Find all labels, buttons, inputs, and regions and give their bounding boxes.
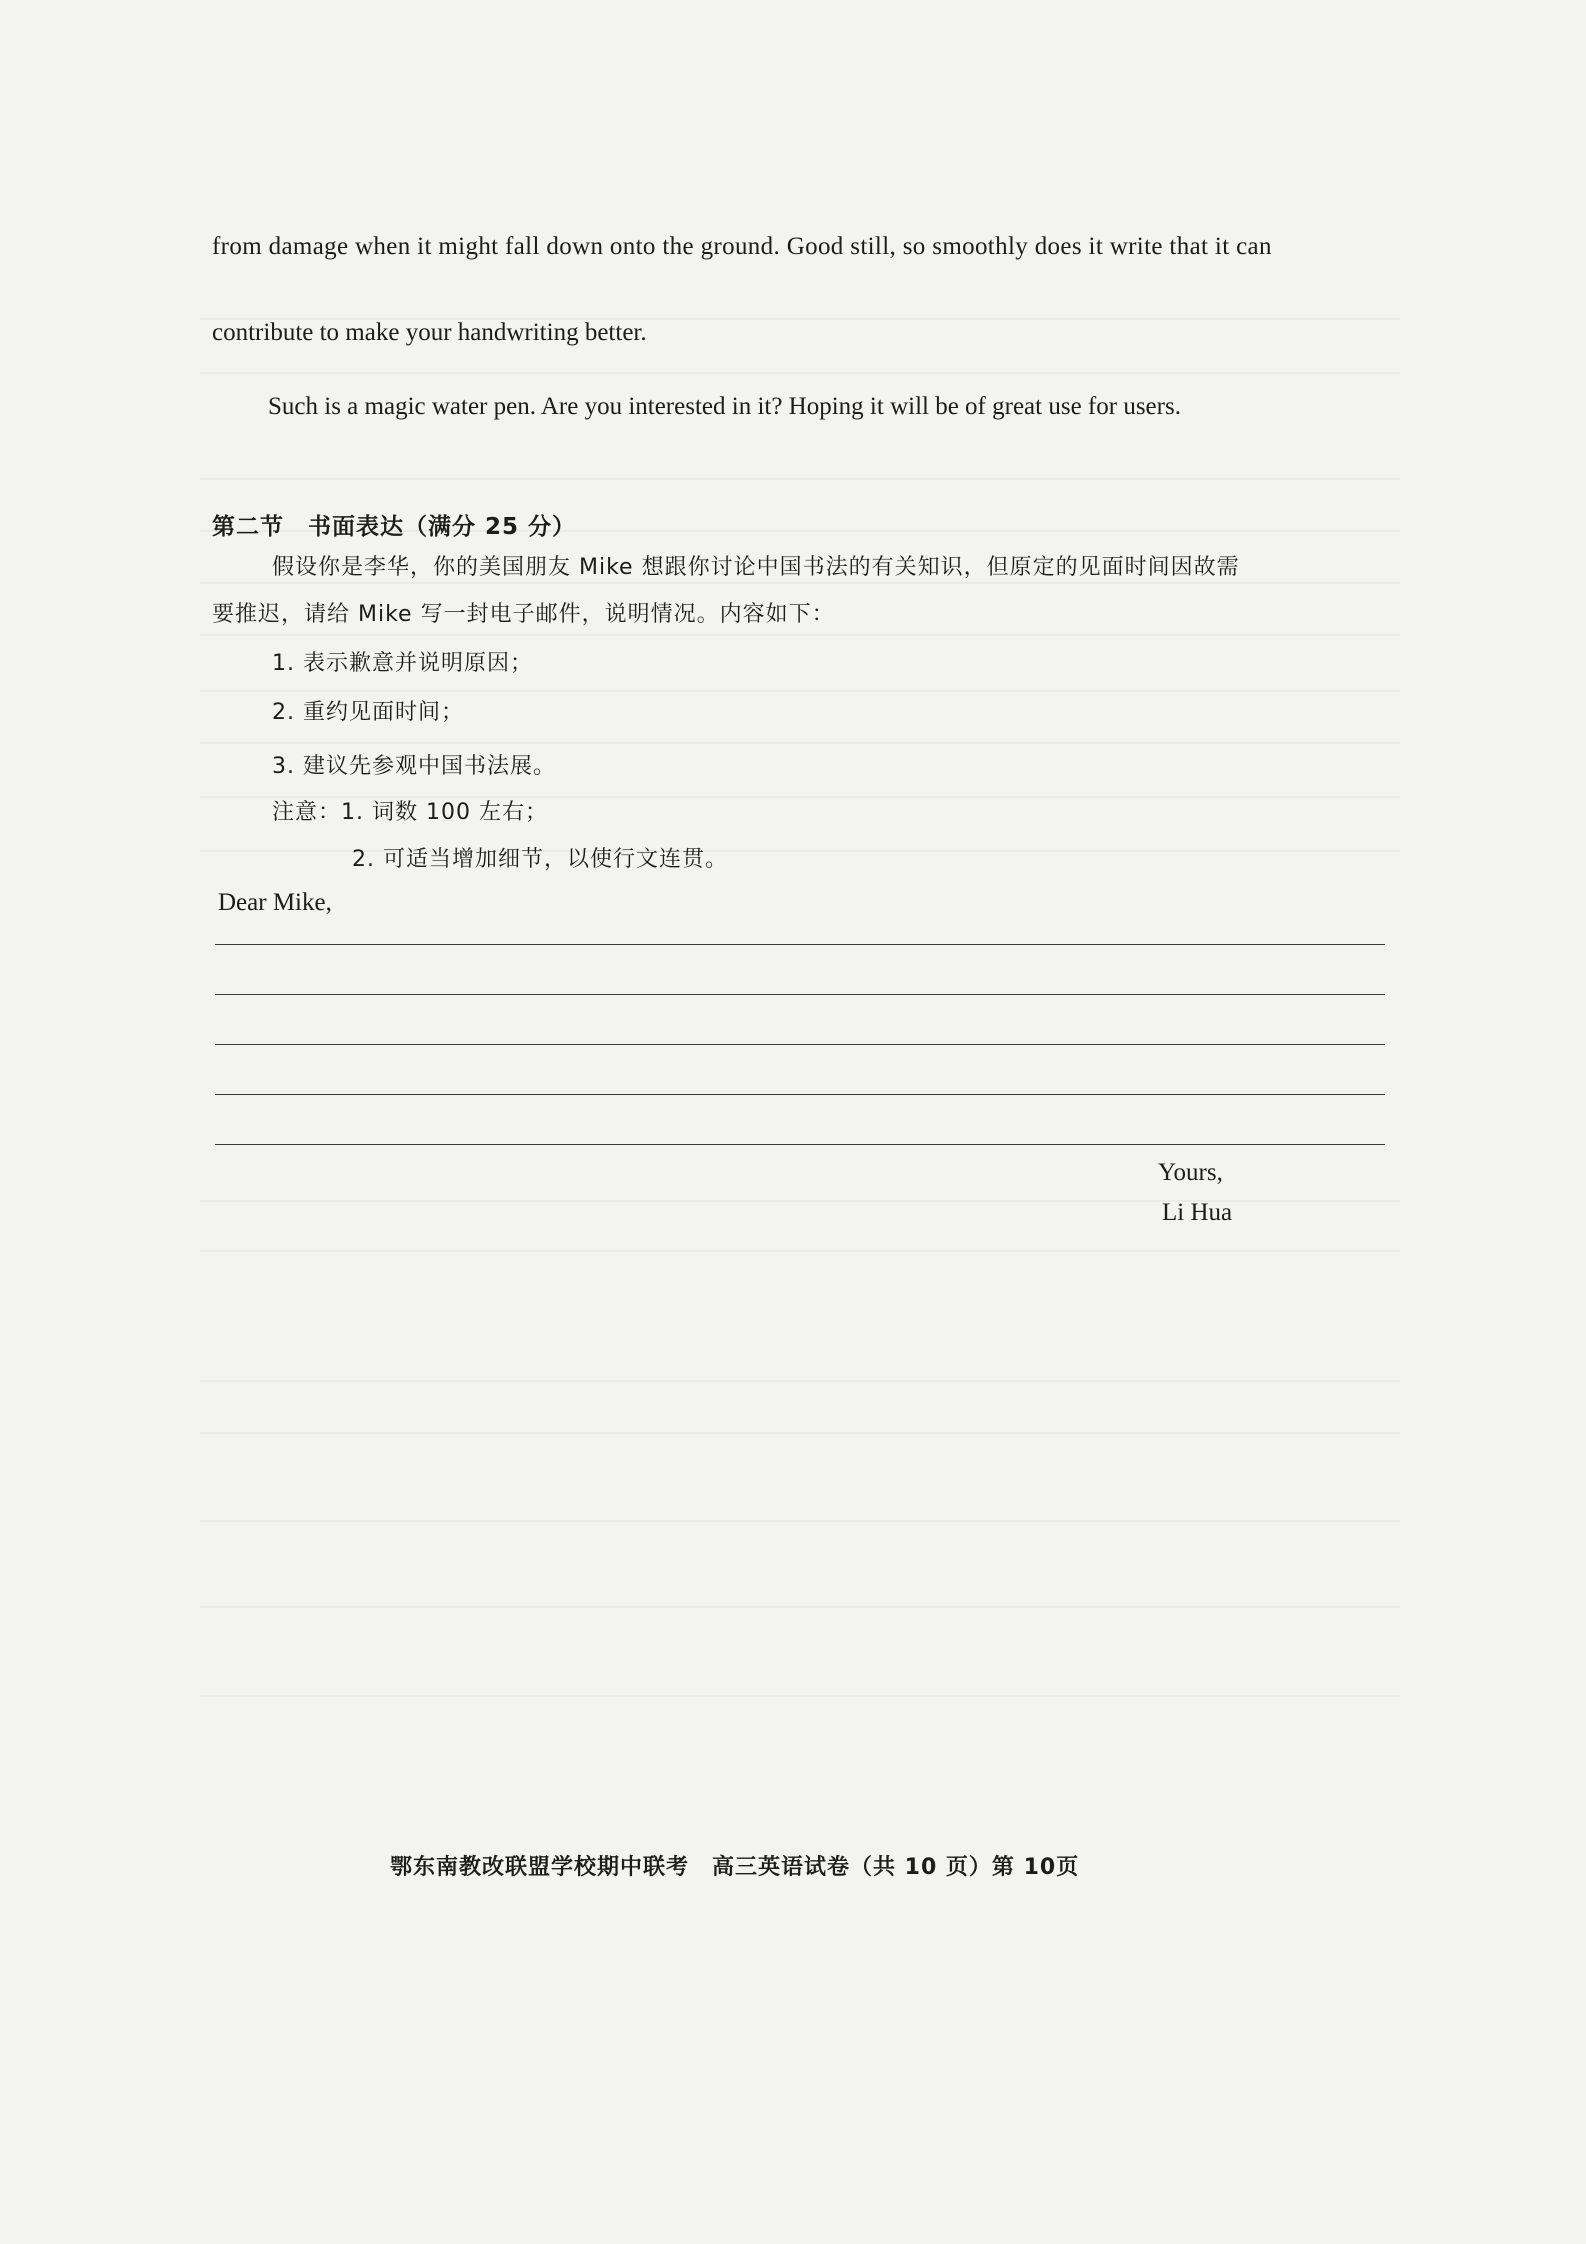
requirement-item-2: 2. 重约见面时间； bbox=[272, 700, 464, 725]
bleed-through-texture bbox=[200, 690, 1400, 692]
bleed-through-texture bbox=[200, 742, 1400, 744]
bleed-through-texture bbox=[200, 1695, 1400, 1697]
requirement-item-3: 3. 建议先参观中国书法展。 bbox=[272, 754, 556, 779]
answer-line bbox=[215, 944, 1385, 945]
letter-signature: Li Hua bbox=[1162, 1199, 1233, 1226]
bleed-through-texture bbox=[200, 478, 1400, 480]
passage-line-3: Such is a magic water pen. Are you interested in it? Hoping it will be of great use for users. bbox=[268, 393, 1181, 420]
bleed-through-texture bbox=[200, 372, 1400, 374]
bleed-through-texture bbox=[200, 1380, 1400, 1382]
answer-line bbox=[215, 1044, 1385, 1045]
bleed-through-texture bbox=[200, 1520, 1400, 1522]
answer-line bbox=[215, 994, 1385, 995]
answer-line bbox=[215, 1094, 1385, 1095]
letter-closing: Yours, bbox=[1158, 1159, 1223, 1186]
passage-line-1: from damage when it might fall down onto the ground. Good still, so smoothly does it write that it can bbox=[212, 233, 1272, 260]
prompt-line-1: 假设你是李华，你的美国朋友 Mike 想跟你讨论中国书法的有关知识，但原定的见面时间因故需 bbox=[272, 555, 1240, 580]
note-line-2: 2. 可适当增加细节，以使行文连贯。 bbox=[352, 847, 728, 872]
bleed-through-texture bbox=[200, 1606, 1400, 1608]
prompt-line-2: 要推迟，请给 Mike 写一封电子邮件，说明情况。内容如下： bbox=[212, 602, 835, 627]
letter-greeting: Dear Mike, bbox=[218, 889, 332, 916]
bleed-through-texture bbox=[200, 1432, 1400, 1434]
requirement-item-1: 1. 表示歉意并说明原因； bbox=[272, 651, 533, 676]
page-footer: 鄂东南教改联盟学校期中联考 高三英语试卷（共 10 页）第 10页 bbox=[390, 1855, 1080, 1880]
section-title: 第二节 书面表达（满分 25 分） bbox=[212, 514, 577, 540]
bleed-through-texture bbox=[200, 1250, 1400, 1252]
passage-line-2: contribute to make your handwriting better. bbox=[212, 319, 647, 346]
answer-line bbox=[215, 1144, 1385, 1145]
bleed-through-texture bbox=[200, 634, 1400, 636]
note-line-1: 注意：1. 词数 100 左右； bbox=[272, 800, 548, 825]
